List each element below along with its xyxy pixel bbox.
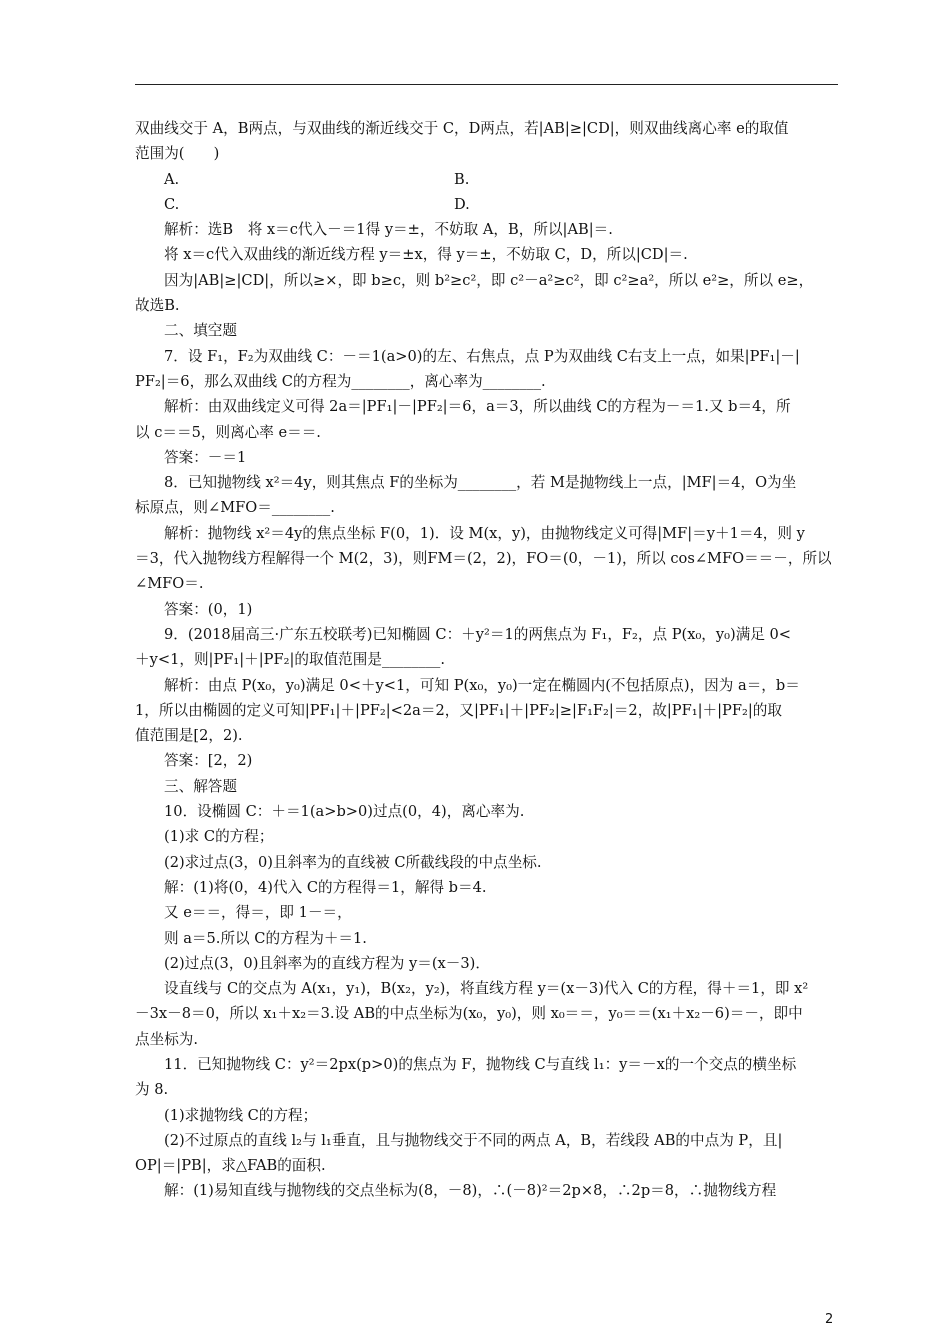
text-line: 值范围是[2，2). [135, 727, 243, 745]
text-line: ∠MFO＝. [135, 575, 204, 593]
option-label: D. [454, 195, 470, 213]
text-line: 又 e＝＝，得＝，即 1－＝， [164, 904, 352, 922]
option-label: A. [164, 170, 180, 188]
text-line: 将 x＝c代入双曲线的渐近线方程 y＝±x，得 y＝±，不妨取 C，D，所以|CD|＝. [164, 246, 688, 264]
text-line: 因为|AB|≥|CD|，所以≥×，即 b≥c，则 b²≥c²，即 c²－a²≥c²，即 c²≥a²，所以 e²≥，所以 e≥， [164, 271, 814, 289]
text-line: 8．已知抛物线 x²＝4y，则其焦点 F的坐标为________，若 M是抛物线上一点，|MF|＝4，O为坐 [164, 474, 797, 492]
answer-line: 答案：(0，1) [164, 600, 253, 618]
text-line: －3x－8＝0，所以 x₁＋x₂＝3.设 AB的中点坐标为(x₀，y₀)，则 x₀＝＝，y₀＝＝(x₁＋x₂－6)＝－，即中 [135, 1005, 803, 1023]
text-line: 设直线与 C的交点为 A(x₁，y₁)，B(x₂，y₂)，将直线方程 y＝(x－3)代入 C的方程，得＋＝1，即 x² [164, 980, 809, 998]
text-line: 7．设 F₁，F₂为双曲线 C：－＝1(a>0)的左、右焦点，点 P为双曲线 C右支上一点，如果|PF₁|－| [164, 347, 800, 365]
text-line: 解析：选B 将 x＝c代入－＝1得 y＝±，不妨取 A，B，所以|AB|＝. [164, 221, 613, 239]
answer-line: 答案：[2，2) [164, 752, 253, 770]
text-line: 双曲线交于 A，B两点，与双曲线的渐近线交于 C，D两点，若|AB|≥|CD|，则双曲线离心率 e的取值 [135, 120, 789, 137]
text-line: (1)求 C的方程； [164, 828, 274, 846]
text-line: (2)不过原点的直线 l₂与 l₁垂直，且与抛物线交于不同的两点 A，B，若线段 AB的中点为 P，且| [164, 1131, 783, 1149]
text-line: 11．已知抛物线 C：y²＝2px(p>0)的焦点为 F，抛物线 C与直线 l₁：y＝－x的一个交点的横坐标 [164, 1055, 797, 1073]
text-line: 标原点，则∠MFO＝________. [135, 499, 335, 517]
answer-line: 答案：－＝1 [164, 448, 247, 466]
option-label: C. [164, 195, 180, 213]
text-line: 范围为( ) [135, 145, 220, 163]
header-rule [135, 84, 838, 85]
text-line: 解：(1)易知直线与抛物线的交点坐标为(8，－8)，∴(－8)²＝2p×8，∴2p＝8，∴抛物线方程 [164, 1182, 777, 1200]
text-line: (1)求抛物线 C的方程； [164, 1106, 318, 1124]
text-line: 解析：由双曲线定义可得 2a＝|PF₁|－|PF₂|＝6，a＝3，所以曲线 C的方程为－＝1.又 b＝4，所 [164, 398, 791, 416]
option-label: B. [454, 170, 470, 188]
text-line: 故选B. [135, 297, 180, 315]
section-heading: 二、填空题 [164, 322, 237, 340]
text-line: 以 c＝＝5，则离心率 e＝＝. [135, 423, 321, 441]
text-line: 1，所以由椭圆的定义可知|PF₁|＋|PF₂|<2a＝2，又|PF₁|＋|PF₂|≥|F₁F₂|＝2，故|PF₁|＋|PF₂|的取 [135, 701, 782, 719]
text-line: ＝3，代入抛物线方程解得一个 M(2，3)，则FM＝(2，2)，FO＝(0，－1)，所以 cos∠MFO＝＝－，所以 [135, 550, 832, 568]
text-line: PF₂|＝6，那么双曲线 C的方程为________，离心率为________. [135, 372, 546, 390]
text-line: OP|＝|PB|，求△FAB的面积. [135, 1157, 326, 1175]
text-line: 解：(1)将(0，4)代入 C的方程得＝1，解得 b＝4. [164, 878, 487, 896]
page-number: 2 [825, 1312, 834, 1327]
text-line: 则 a＝5.所以 C的方程为＋＝1. [164, 929, 367, 947]
text-line: (2)求过点(3，0)且斜率为的直线被 C所截线段的中点坐标. [164, 853, 542, 871]
text-line: 解析：抛物线 x²＝4y的焦点坐标 F(0，1)．设 M(x，y)，由抛物线定义可得|MF|＝y＋1＝4，则 y [164, 524, 805, 542]
text-line: 解析：由点 P(x₀，y₀)满足 0<＋y<1，可知 P(x₀，y₀)一定在椭圆内(不包括原点)，因为 a＝，b＝ [164, 676, 800, 694]
text-line: 为 8. [135, 1081, 169, 1099]
text-line: 10．设椭圆 C：＋＝1(a>b>0)过点(0，4)，离心率为. [164, 803, 525, 821]
option-row [135, 167, 838, 192]
option-row [135, 192, 838, 217]
document-body [135, 116, 838, 1204]
text-line: (2)过点(3，0)且斜率为的直线方程为 y＝(x－3)． [164, 954, 490, 972]
section-heading: 三、解答题 [164, 777, 237, 795]
text-line: ＋y<1，则|PF₁|＋|PF₂|的取值范围是________. [135, 651, 445, 669]
text-line: 9．(2018届高三·广东五校联考)已知椭圆 C：＋y²＝1的两焦点为 F₁，F₂，点 P(x₀，y₀)满足 0< [164, 625, 792, 643]
text-line: 点坐标为. [135, 1030, 199, 1048]
